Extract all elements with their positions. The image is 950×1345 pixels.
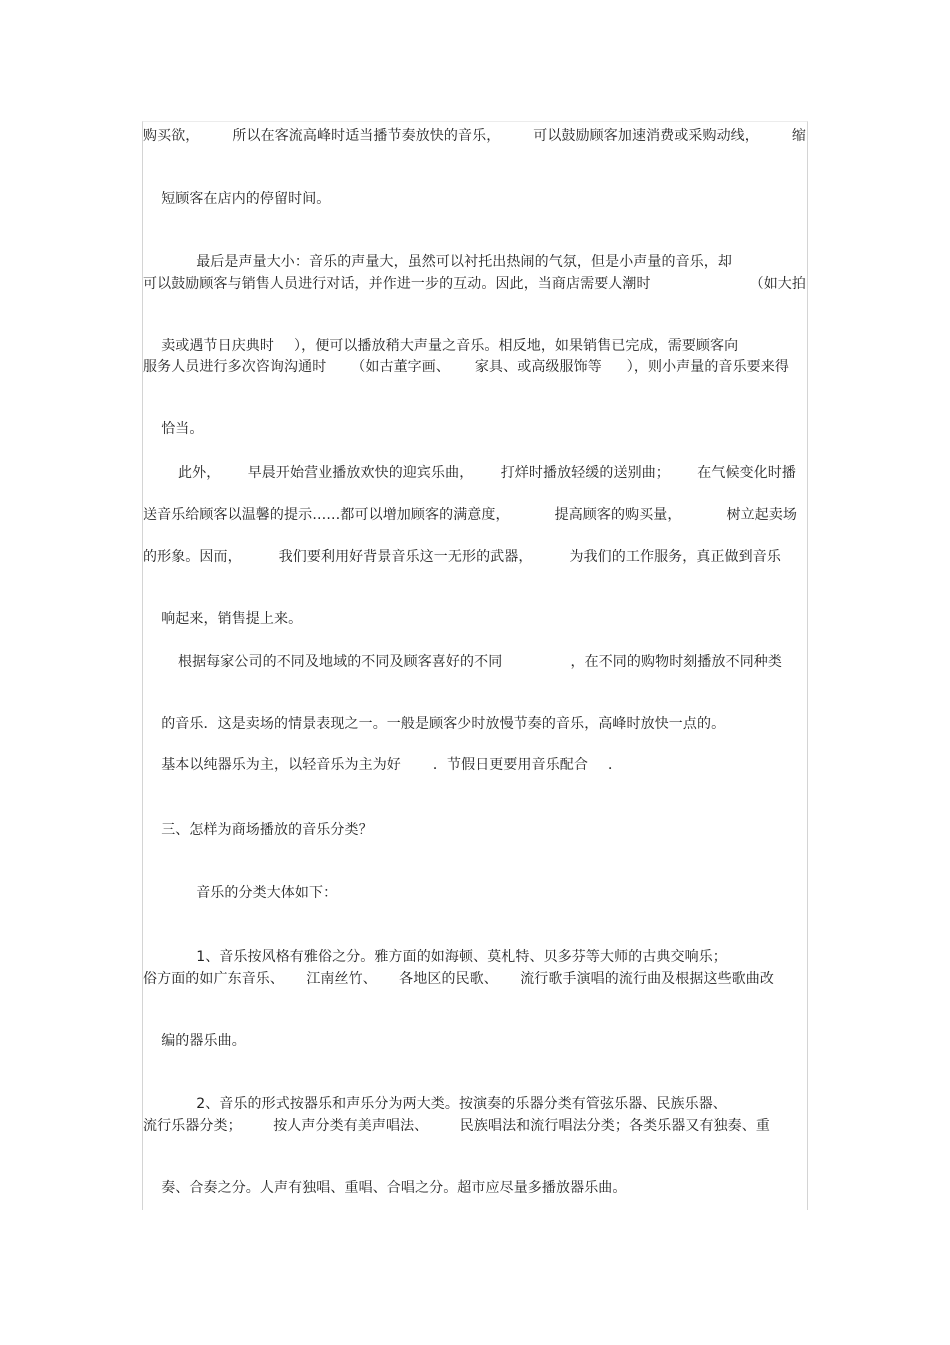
text-line: [143, 274, 806, 294]
text-segment: 各地区的民歌、: [399, 971, 498, 987]
text-segment: ），便可以播放稍大声量之音乐。相反地，如果销售已完成，需要顾客向: [294, 338, 739, 354]
text-segment: ．节假日更要用音乐配合: [432, 757, 589, 773]
text-segment: 根据每家公司的不同及地域的不同及顾客喜好的不同: [178, 654, 503, 670]
text-segment: 1、音乐按风格有雅俗之分。雅方面的如海顿、莫札特、贝多芬等大师的古典交响乐；: [196, 949, 727, 965]
text-segment: 可以鼓励顾客加速消费或采购动线，: [533, 128, 759, 144]
text-segment: 服务人员进行多次咨询沟通时: [143, 359, 327, 375]
text-segment: 此外，: [178, 465, 221, 481]
text-segment: 最后是声量大小：音乐的声量大，虽然可以衬托出热闹的气氛，但是小声量的音乐，却: [196, 254, 733, 270]
text-line: [143, 735, 622, 795]
text-line: [143, 357, 789, 377]
text-line: [178, 652, 782, 672]
text-line: [143, 505, 797, 525]
text-segment: 的形象。因而，: [143, 549, 242, 565]
text-segment: 在气候变化时播: [697, 465, 796, 481]
text-line: [178, 863, 337, 923]
text-line: [143, 1116, 770, 1136]
text-segment: 响起来，销售提上来。: [161, 611, 303, 627]
text-line: [143, 399, 204, 459]
text-line: [143, 1158, 627, 1218]
text-segment: 我们要利用好背景音乐这一无形的武器，: [278, 549, 533, 565]
text-segment: 奏、合奏之分。人声有独唱、重唱、合唱之分。超市应尽量多播放器乐曲。: [161, 1180, 627, 1196]
text-segment: 2、音乐的形式按器乐和声乐分为两大类。按演奏的乐器分类有管弦乐器、民族乐器、: [196, 1096, 727, 1112]
text-segment: 提高顾客的购买量，: [554, 507, 682, 523]
text-segment: 早晨开始营业播放欢快的迎宾乐曲，: [247, 465, 474, 481]
text-segment: 编的器乐曲。: [161, 1033, 246, 1049]
text-segment: 可以鼓励顾客与销售人员进行对话，并作进一步的互动。因此，当商店需要人潮时: [143, 276, 651, 292]
text-segment: 流行歌手演唱的流行曲及根据这些歌曲改: [520, 971, 774, 987]
text-segment: 的音乐．这是卖场的情景表现之一。一般是顾客少时放慢节奏的音乐，高峰时放快一点的。: [161, 716, 726, 732]
text-segment: ．: [608, 757, 623, 773]
text-segment: 按人声分类有美声唱法、: [273, 1118, 429, 1134]
text-segment: 恰当。: [161, 421, 204, 437]
text-segment: 树立起卖场: [726, 507, 797, 523]
text-segment: ），则小声量的音乐要来得: [626, 359, 789, 375]
text-segment: 基本以纯器乐为主，以轻音乐为主为好: [161, 757, 401, 773]
text-segment: 江南丝竹、: [306, 971, 377, 987]
text-segment: 购买欲，: [143, 128, 200, 144]
text-segment: 民族唱法和流行唱法分类；各类乐器又有独奏、重: [459, 1118, 770, 1134]
text-line: [178, 463, 796, 483]
text-segment: 缩: [791, 128, 806, 144]
text-line: [143, 589, 302, 649]
text-segment: 音乐的分类大体如下：: [196, 885, 338, 901]
text-segment: 家具、或高级服饰等: [474, 359, 602, 375]
text-segment: 送音乐给顾客以温馨的提示……都可以增加顾客的满意度，: [143, 507, 510, 523]
text-segment: 三、怎样为商场播放的音乐分类？: [161, 822, 373, 838]
section-heading: [143, 800, 373, 860]
text-line: [143, 169, 330, 229]
text-line: [143, 126, 806, 146]
text-segment: 流行乐器分类；: [143, 1118, 242, 1134]
text-segment: 卖或遇节日庆典时: [161, 338, 275, 354]
text-segment: 为我们的工作服务，真正做到音乐: [569, 549, 781, 565]
text-segment: 打烊时播放轻缓的送别曲；: [500, 465, 670, 481]
text-line: [143, 547, 781, 567]
text-segment: 短顾客在店内的停留时间。: [161, 191, 331, 207]
text-segment: （如大拍: [749, 276, 806, 292]
text-segment: ，在不同的购物时刻播放不同种类: [570, 654, 782, 670]
text-line: [143, 1011, 246, 1071]
text-segment: （如古董字画、: [351, 359, 450, 375]
text-segment: 所以在客流高峰时适当播节奏放快的音乐，: [232, 128, 501, 144]
text-segment: 俗方面的如广东音乐、: [143, 971, 284, 987]
text-line: [143, 969, 774, 989]
